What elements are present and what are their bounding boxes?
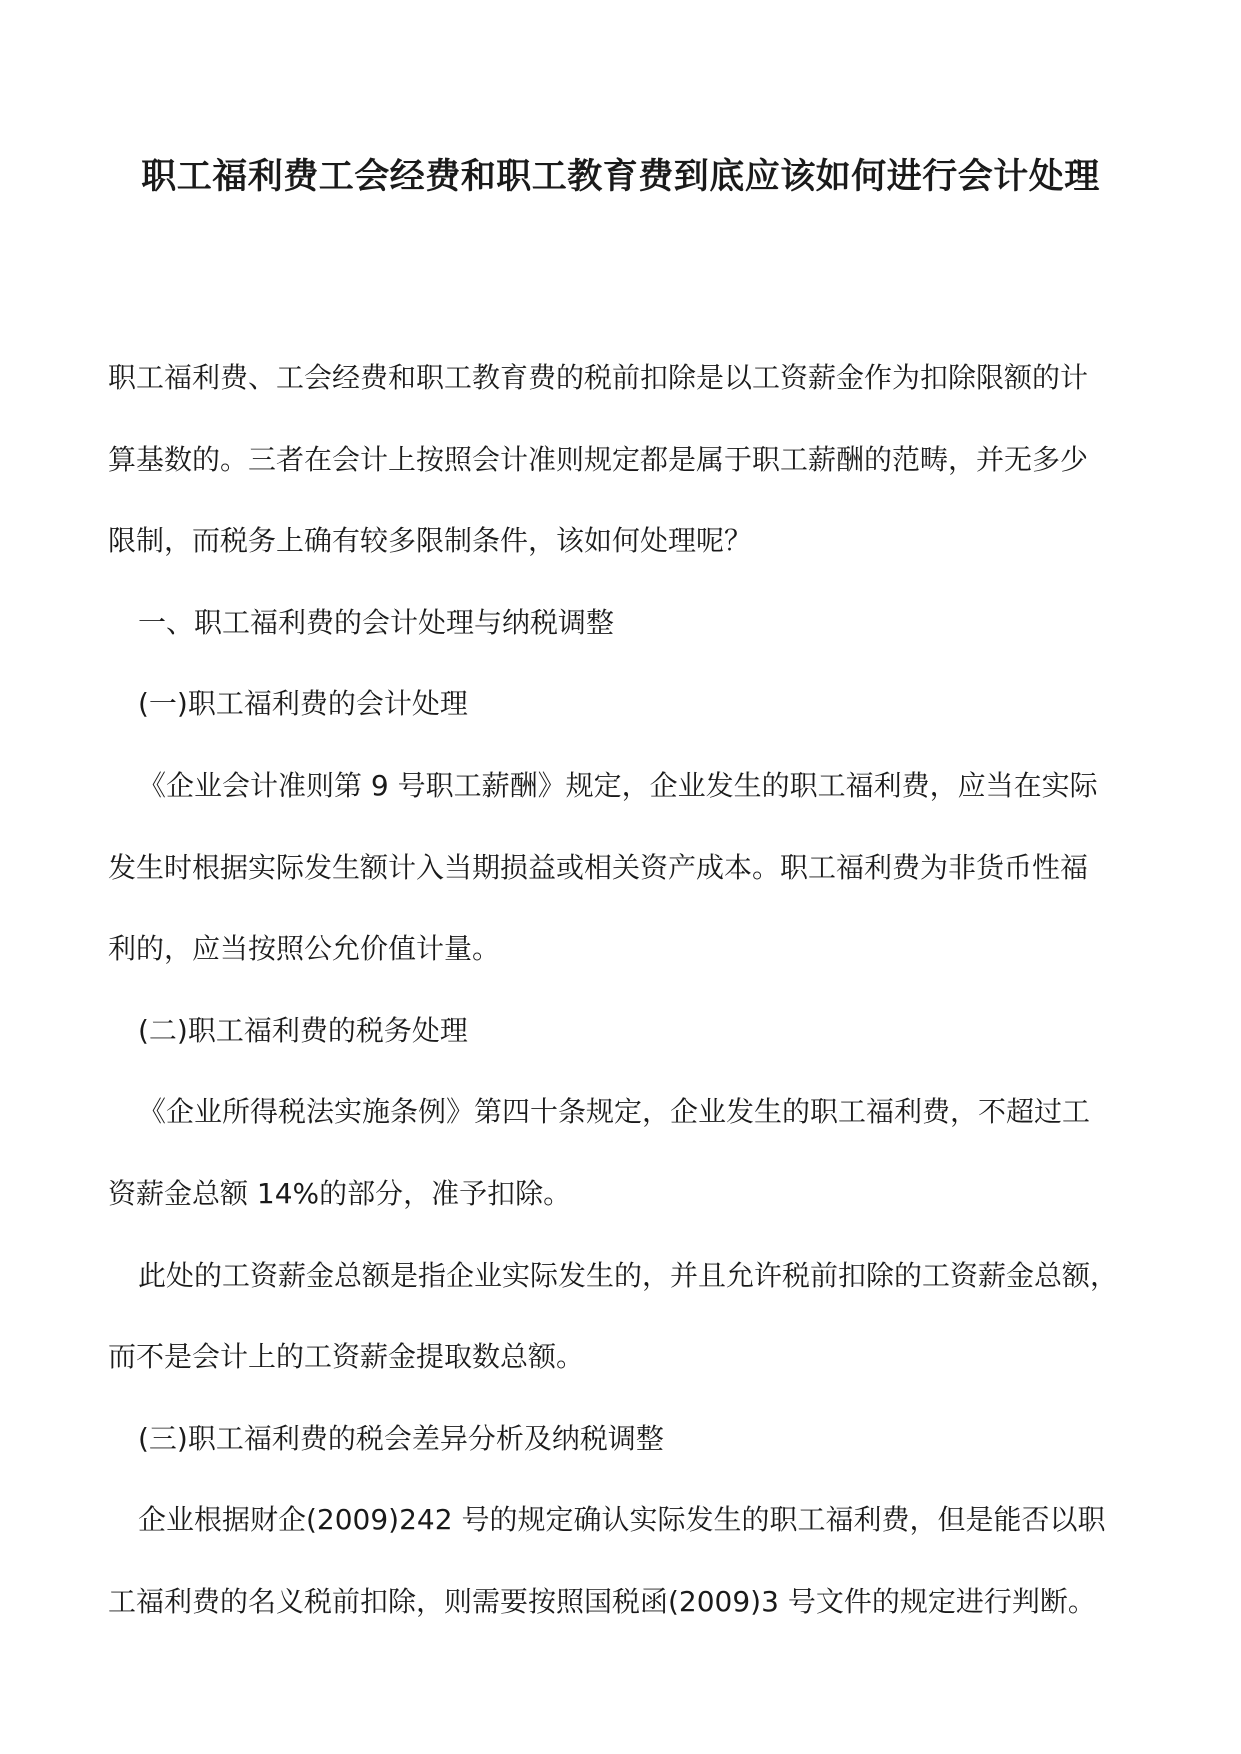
text-line: 利的，应当按照公允价值计量。 — [108, 932, 501, 966]
section-heading-1 — [108, 582, 1138, 664]
heading-text: (二)职工福利费的税务处理 — [138, 1013, 468, 1047]
document-title: 职工福利费工会经费和职工教育费到底应该如何进行会计处理 — [141, 156, 1100, 197]
paragraph-tax-adjustment — [108, 1479, 1138, 1642]
heading-text: (一)职工福利费的会计处理 — [138, 687, 468, 721]
text-line: 限制，而税务上确有较多限制条件，该如何处理呢？ — [108, 524, 753, 558]
text-line: 职工福利费、工会经费和职工教育费的税前扣除是以工资薪金作为扣除限额的计 — [108, 361, 1089, 394]
subsection-heading-3 — [108, 1398, 1138, 1480]
text-line: 企业根据财企(2009)242 号的规定确认实际发生的职工福利费，但是能否以职 — [138, 1503, 1106, 1537]
subsection-heading-2 — [108, 990, 1138, 1072]
text-line: 此处的工资薪金总额是指企业实际发生的，并且允许税前扣除的工资薪金总额， — [138, 1258, 1119, 1292]
paragraph-intro — [108, 337, 1138, 582]
text-line: 算基数的。三者在会计上按照会计准则规定都是属于职工薪酬的范畴，并无多少 — [108, 442, 1089, 476]
heading-text: (三)职工福利费的税会差异分析及纳税调整 — [138, 1421, 664, 1455]
text-line: 《企业会计准则第 9 号职工薪酬》规定，企业发生的职工福利费，应当在实际 — [138, 768, 1098, 802]
paragraph-accounting-standard — [108, 745, 1138, 990]
text-line: 而不是会计上的工资薪金提取数总额。 — [108, 1340, 585, 1374]
text-line: 资薪金总额 14%的部分，准予扣除。 — [108, 1176, 572, 1210]
text-line: 《企业所得税法实施条例》第四十条规定，企业发生的职工福利费，不超过工 — [138, 1095, 1091, 1129]
text-line: 工福利费的名义税前扣除，则需要按照国税函(2009)3 号文件的规定进行判断。 — [108, 1584, 1096, 1618]
paragraph-tax-regulation — [108, 1071, 1138, 1234]
text-line: 发生时根据实际发生额计入当期损益或相关资产成本。职工福利费为非货币性福 — [108, 850, 1089, 884]
paragraph-salary-definition — [108, 1235, 1138, 1398]
document-body — [108, 337, 1138, 1643]
subsection-heading-1 — [108, 663, 1138, 745]
heading-text: 一、职工福利费的会计处理与纳税调整 — [138, 605, 615, 639]
